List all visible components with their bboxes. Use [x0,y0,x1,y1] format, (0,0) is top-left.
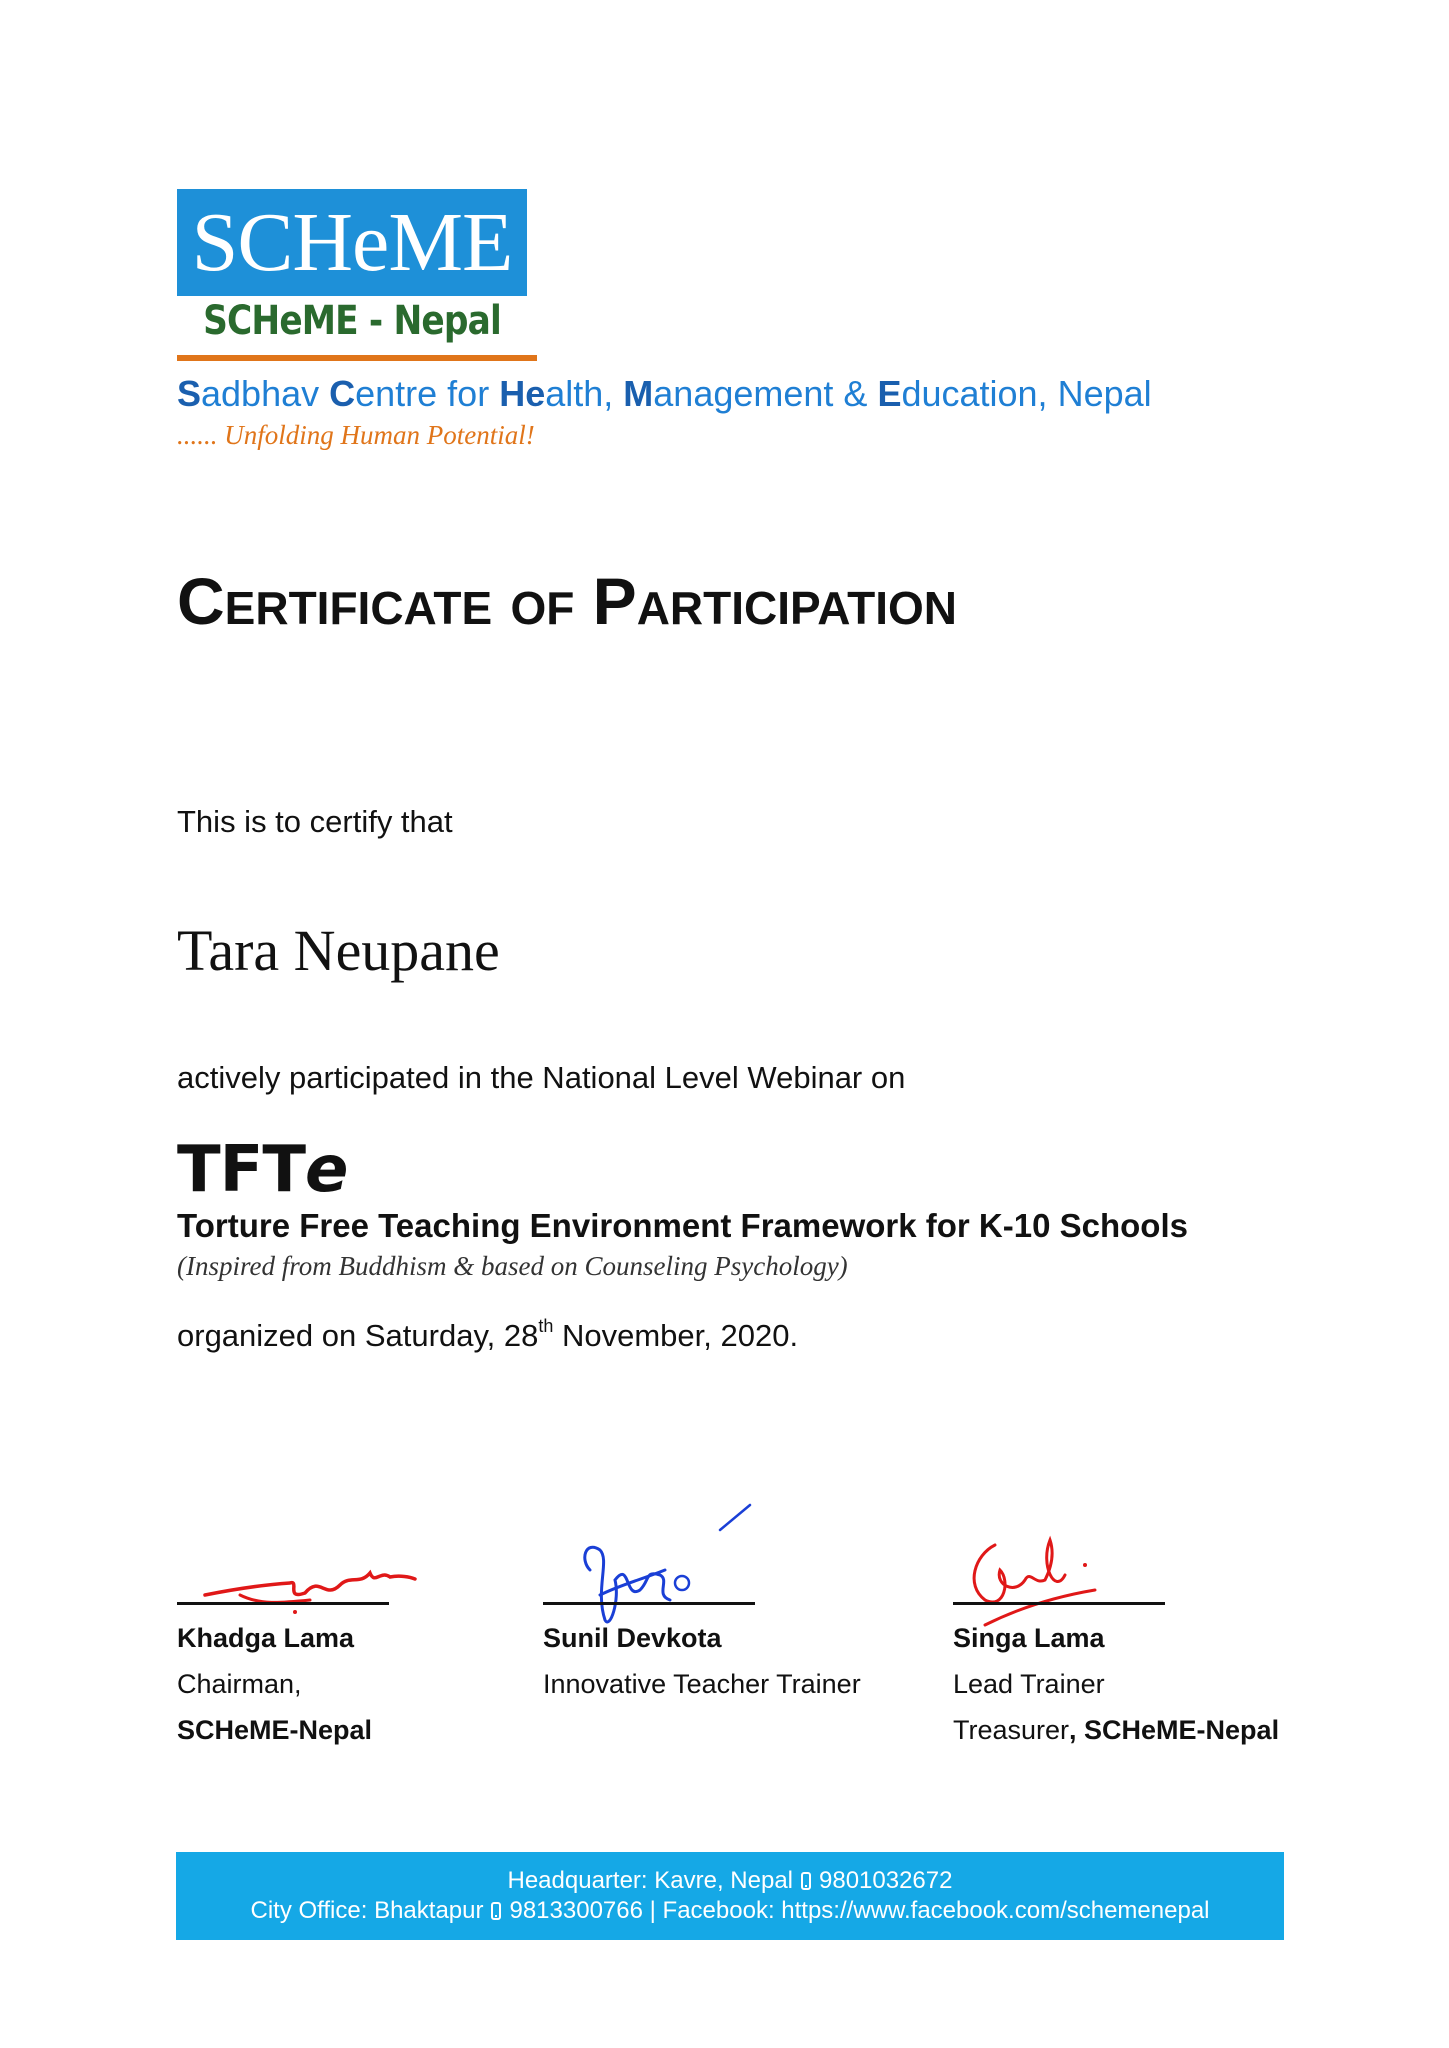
certificate-title: Certificate of Participation [177,564,957,638]
signer-name-2: Sunil Devkota [543,1623,722,1653]
signature-line-2 [543,1602,755,1605]
footer-bar [176,1852,1284,1940]
recipient-name: Tara Neupane [177,918,500,983]
signer-org-1: SCHeME-Nepal [177,1715,373,1745]
facebook-link[interactable]: | Facebook: https://www.facebook.com/schemenepal [649,1897,1210,1924]
signer-name-3: Singa Lama [953,1623,1105,1653]
webinar-subtitle: (Inspired from Buddhism & based on Counseling Psychology) [177,1251,848,1281]
tagline: ...... Unfolding Human Potential! [177,420,535,450]
logo-underline [177,355,537,361]
signature-singa-lama [955,1525,1125,1635]
signer-role-2: Innovative Teacher Trainer [543,1669,861,1699]
webinar-title: Torture Free Teaching Environment Framework for K-10 Schools [177,1207,1188,1244]
signature-line-1 [177,1602,389,1605]
footer-headquarter: Headquarter: Kavre, Nepal 9801032672 [507,1867,953,1894]
participation-text: actively participated in the National Level Webinar on [177,1060,906,1095]
webinar-code: TFTe [177,1133,348,1207]
logo-subtitle: SCHeME - Nepal [203,298,501,344]
logo-title: SCHeME [191,195,513,289]
signer-name-1: Khadga Lama [177,1623,355,1653]
signer-role-3: Lead Trainer [953,1669,1105,1699]
certify-text: This is to certify that [177,804,453,839]
signer-org-3: Treasurer, SCHeME-Nepal [953,1715,1280,1745]
logo [177,189,527,296]
footer-city-office: City Office: Bhaktapur 9813300766 | Facebook: https://www.facebook.com/schemenepal [250,1897,1210,1924]
organized-date: organized on Saturday, 28th November, 2020. [177,1316,799,1353]
signature-sunil-devkota [570,1500,770,1640]
signature-khadga-lama [200,1555,420,1625]
signer-role-1: Chairman, [177,1669,302,1699]
phone-icon [801,1872,811,1890]
signature-line-3 [953,1602,1165,1605]
phone-icon [491,1902,501,1920]
organization-name: Sadbhav Centre for Health, Management & Education, Nepal [177,373,1152,414]
